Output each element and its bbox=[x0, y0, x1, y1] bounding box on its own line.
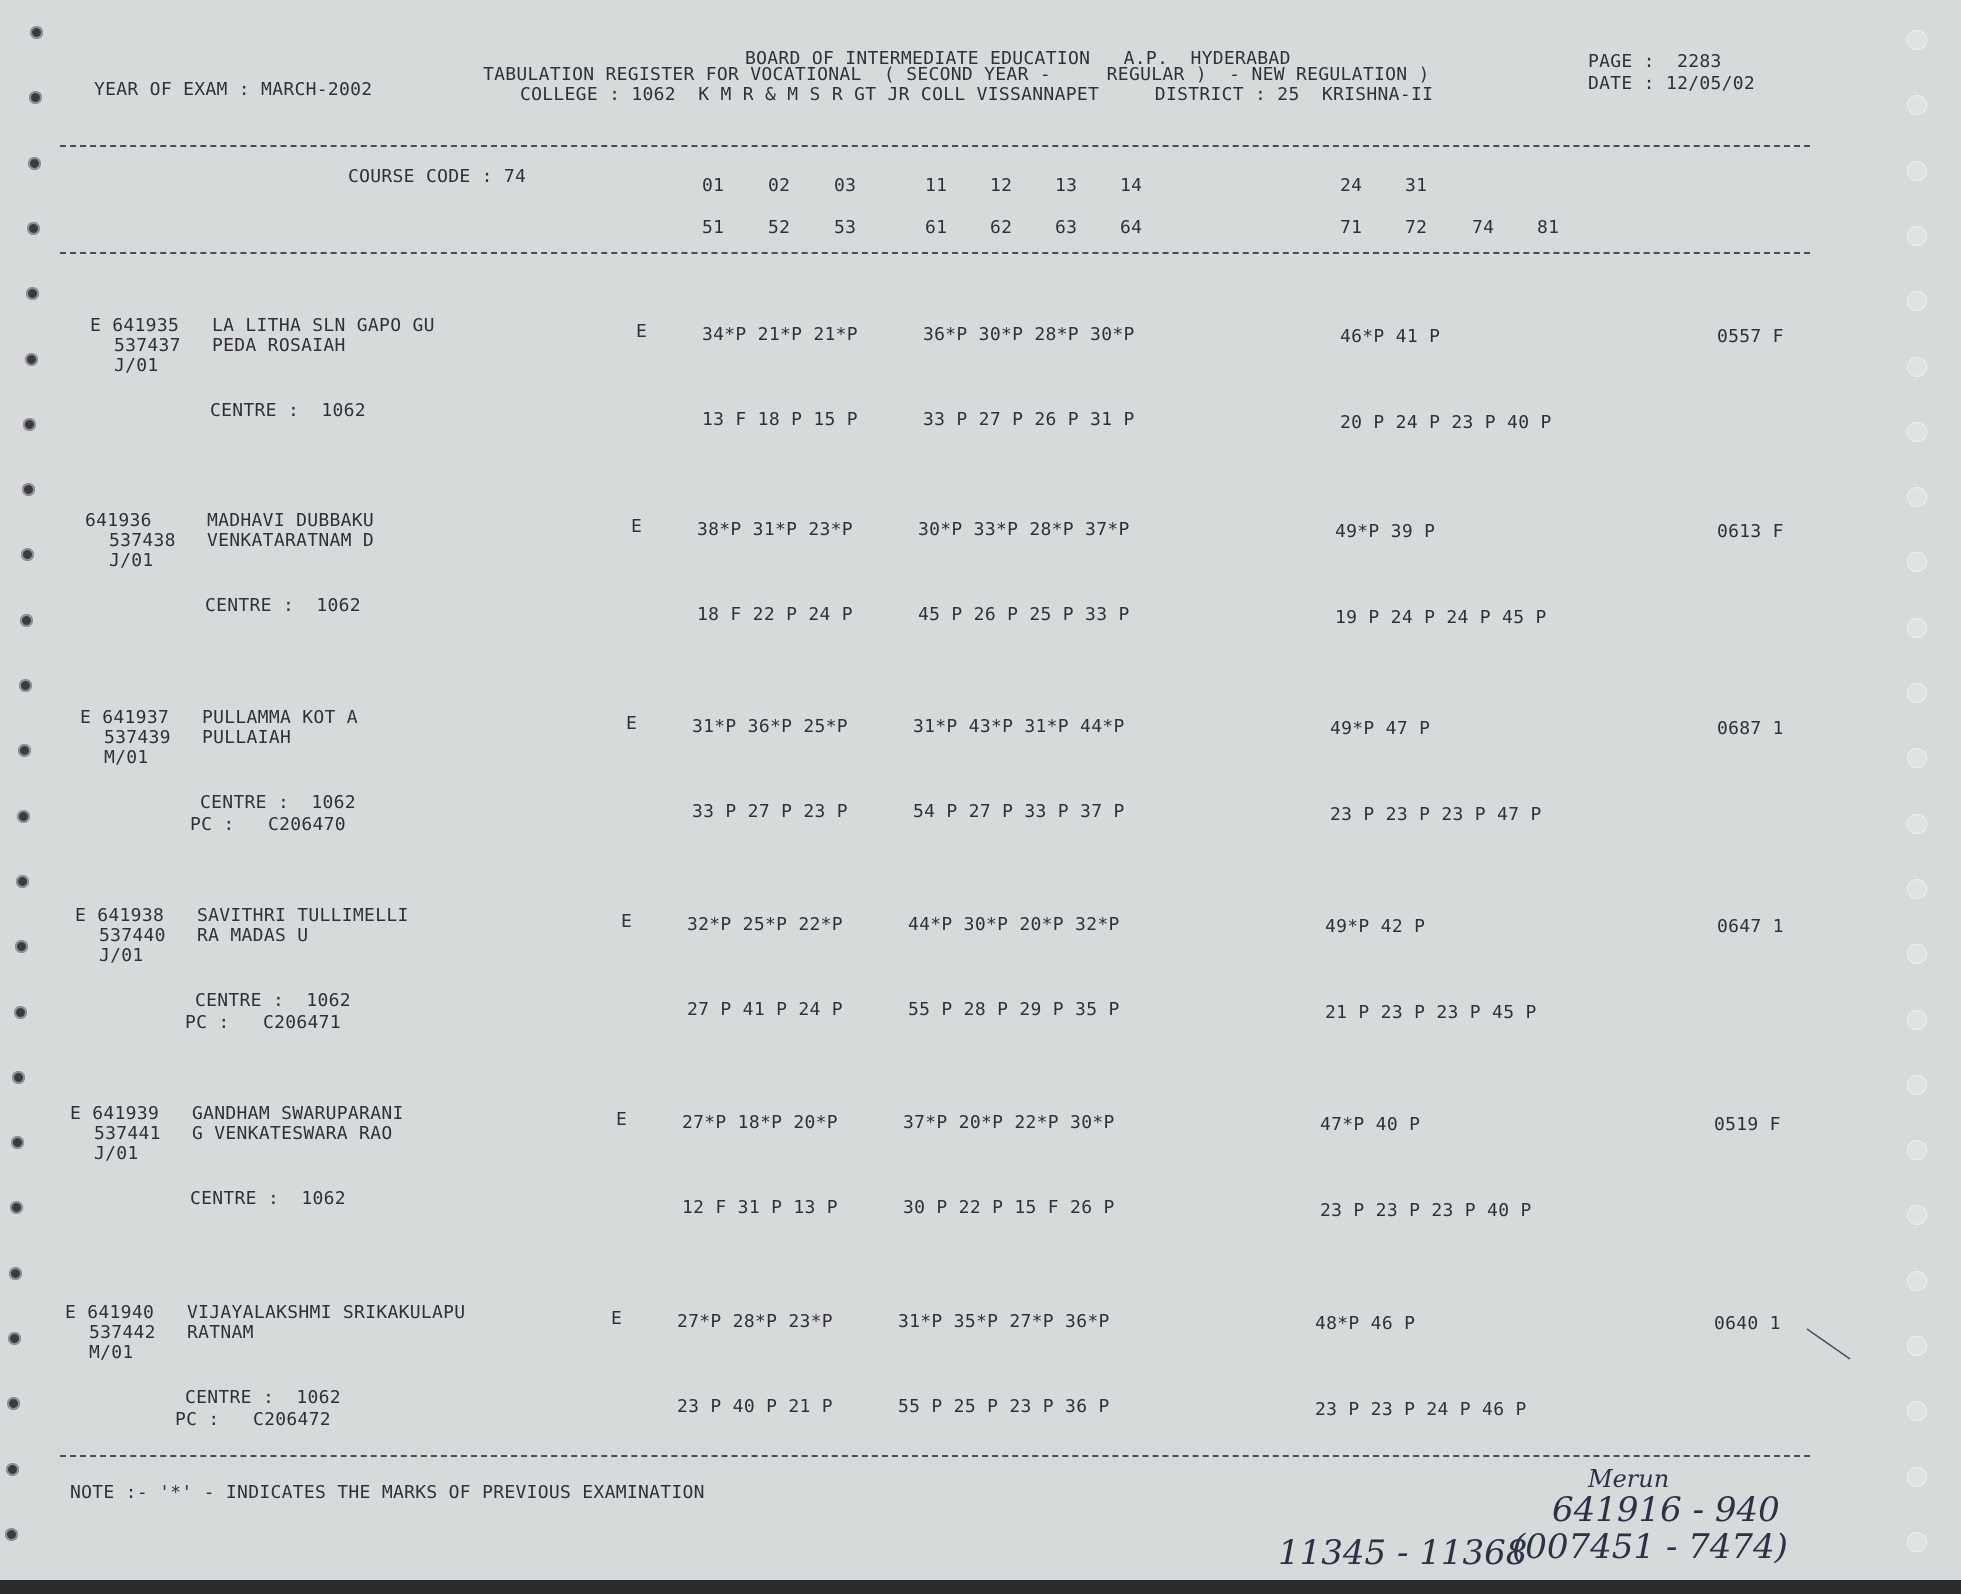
sprocket-hole bbox=[28, 157, 41, 170]
sprocket-hole bbox=[1907, 1140, 1927, 1160]
sprocket-hole bbox=[1907, 618, 1927, 638]
subject-code: 01 bbox=[702, 175, 725, 196]
handwritten-range-1: 641916 - 940 bbox=[1552, 1490, 1780, 1530]
marks-group-2: 36*P 30*P 28*P 30*P bbox=[923, 324, 1135, 345]
marks-group-1: 27*P 28*P 23*P bbox=[677, 1311, 833, 1332]
category-code: J/01 bbox=[109, 550, 154, 571]
marks-group-1: 27*P 18*P 20*P bbox=[682, 1112, 838, 1133]
category-code: M/01 bbox=[89, 1342, 134, 1363]
footer-divider bbox=[60, 1455, 1810, 1457]
parent-name: RATNAM bbox=[187, 1322, 254, 1343]
sprocket-hole bbox=[20, 614, 33, 627]
subject-code: 12 bbox=[990, 175, 1013, 196]
result-group-2: 45 P 26 P 25 P 33 P bbox=[918, 604, 1130, 625]
sprocket-hole bbox=[1907, 1075, 1927, 1095]
sprocket-hole bbox=[1907, 748, 1927, 768]
medium: E bbox=[611, 1308, 623, 1329]
sprocket-hole bbox=[1907, 944, 1927, 964]
marks-group-3: 49*P 47 P bbox=[1330, 718, 1431, 739]
sprocket-hole bbox=[1907, 1271, 1927, 1291]
sprocket-hole bbox=[17, 810, 30, 823]
marks-group-1: 32*P 25*P 22*P bbox=[687, 914, 843, 935]
centre-code: CENTRE : 1062 bbox=[210, 400, 366, 421]
codes-divider bbox=[60, 252, 1810, 254]
sprocket-hole bbox=[9, 1267, 22, 1280]
result-group-1: 18 F 22 P 24 P bbox=[697, 604, 853, 625]
result-group-1: 23 P 40 P 21 P bbox=[677, 1396, 833, 1417]
year-of-exam: YEAR OF EXAM : MARCH-2002 bbox=[94, 79, 373, 100]
marks-group-2: 44*P 30*P 20*P 32*P bbox=[908, 914, 1120, 935]
marks-group-2: 30*P 33*P 28*P 37*P bbox=[918, 519, 1130, 540]
centre-code: CENTRE : 1062 bbox=[185, 1387, 341, 1408]
total-result: 0557 F bbox=[1717, 326, 1784, 347]
pen-stroke bbox=[1805, 1325, 1855, 1365]
pc-code: PC : C206470 bbox=[190, 814, 346, 835]
marks-group-2: 31*P 43*P 31*P 44*P bbox=[913, 716, 1125, 737]
sprocket-hole bbox=[1907, 226, 1927, 246]
total-result: 0640 1 bbox=[1714, 1313, 1781, 1334]
sprocket-hole bbox=[23, 418, 36, 431]
marks-group-1: 34*P 21*P 21*P bbox=[702, 324, 858, 345]
sprocket-hole bbox=[1907, 1467, 1927, 1487]
medium: E bbox=[636, 321, 648, 342]
registration-number: 537438 bbox=[109, 530, 176, 551]
sprocket-hole bbox=[27, 222, 40, 235]
pc-code: PC : C206472 bbox=[175, 1409, 331, 1430]
result-group-2: 55 P 25 P 23 P 36 P bbox=[898, 1396, 1110, 1417]
result-group-3: 19 P 24 P 24 P 45 P bbox=[1335, 607, 1547, 628]
centre-code: CENTRE : 1062 bbox=[205, 595, 361, 616]
medium: E bbox=[621, 911, 633, 932]
sprocket-hole bbox=[19, 679, 32, 692]
subject-code: 51 bbox=[702, 217, 725, 238]
register-title: TABULATION REGISTER FOR VOCATIONAL ( SECOND YEAR - REGULAR ) - NEW REGULATION ) bbox=[483, 64, 1430, 85]
sprocket-hole bbox=[12, 1071, 25, 1084]
result-group-2: 33 P 27 P 26 P 31 P bbox=[923, 409, 1135, 430]
result-group-2: 55 P 28 P 29 P 35 P bbox=[908, 999, 1120, 1020]
sprocket-hole bbox=[21, 548, 34, 561]
medium: E bbox=[631, 516, 643, 537]
result-group-2: 54 P 27 P 33 P 37 P bbox=[913, 801, 1125, 822]
subject-code: 11 bbox=[925, 175, 948, 196]
footnote: NOTE :- '*' - INDICATES THE MARKS OF PREVIOUS EXAMINATION bbox=[70, 1482, 705, 1503]
parent-name: G VENKATESWARA RAO bbox=[192, 1123, 393, 1144]
sprocket-hole bbox=[1907, 552, 1927, 572]
header-divider bbox=[60, 145, 1810, 147]
print-date: DATE : 12/05/02 bbox=[1588, 73, 1756, 94]
subject-code: 81 bbox=[1537, 217, 1560, 238]
subject-code: 61 bbox=[925, 217, 948, 238]
parent-name: RA MADAS U bbox=[197, 925, 309, 946]
result-group-1: 13 F 18 P 15 P bbox=[702, 409, 858, 430]
course-code: COURSE CODE : 74 bbox=[348, 166, 527, 187]
subject-code: 74 bbox=[1472, 217, 1495, 238]
centre-code: CENTRE : 1062 bbox=[200, 792, 356, 813]
candidate-name: PULLAMMA KOT A bbox=[202, 707, 358, 728]
candidate-name: MADHAVI DUBBAKU bbox=[207, 510, 375, 531]
result-group-2: 30 P 22 P 15 F 26 P bbox=[903, 1197, 1115, 1218]
sprocket-hole bbox=[18, 744, 31, 757]
total-result: 0519 F bbox=[1714, 1114, 1781, 1135]
sprocket-hole bbox=[1907, 291, 1927, 311]
marks-group-3: 49*P 42 P bbox=[1325, 916, 1426, 937]
college-line: COLLEGE : 1062 K M R & M S R GT JR COLL VISSANNAPET DISTRICT : 25 KRISHNA-II bbox=[520, 84, 1434, 105]
marks-group-2: 31*P 35*P 27*P 36*P bbox=[898, 1311, 1110, 1332]
subject-code: 14 bbox=[1120, 175, 1143, 196]
registration-number: 537440 bbox=[99, 925, 166, 946]
sprocket-hole bbox=[15, 940, 28, 953]
result-group-3: 20 P 24 P 23 P 40 P bbox=[1340, 412, 1552, 433]
subject-code: 52 bbox=[768, 217, 791, 238]
registration-number: 537439 bbox=[104, 727, 171, 748]
subject-code: 62 bbox=[990, 217, 1013, 238]
total-result: 0687 1 bbox=[1717, 718, 1784, 739]
parent-name: PULLAIAH bbox=[202, 727, 292, 748]
pc-code: PC : C206471 bbox=[185, 1012, 341, 1033]
result-group-3: 23 P 23 P 23 P 40 P bbox=[1320, 1200, 1532, 1221]
sprocket-hole bbox=[1907, 30, 1927, 50]
sprocket-hole bbox=[5, 1528, 18, 1541]
sprocket-hole bbox=[30, 26, 43, 39]
board-title: BOARD OF INTERMEDIATE EDUCATION A.P. HYDERABAD bbox=[745, 48, 1291, 69]
desk-edge bbox=[0, 1580, 1961, 1594]
sprocket-hole bbox=[6, 1463, 19, 1476]
candidate-name: VIJAYALAKSHMI SRIKAKULAPU bbox=[187, 1302, 466, 1323]
marks-group-3: 49*P 39 P bbox=[1335, 521, 1436, 542]
roll-number: E 641939 bbox=[70, 1103, 160, 1124]
total-result: 0613 F bbox=[1717, 521, 1784, 542]
parent-name: VENKATARATNAM D bbox=[207, 530, 375, 551]
sprocket-hole bbox=[1907, 879, 1927, 899]
subject-code: 03 bbox=[834, 175, 857, 196]
sprocket-hole bbox=[7, 1397, 20, 1410]
marks-group-3: 46*P 41 P bbox=[1340, 326, 1441, 347]
subject-code: 31 bbox=[1405, 175, 1428, 196]
marks-group-2: 37*P 20*P 22*P 30*P bbox=[903, 1112, 1115, 1133]
category-code: J/01 bbox=[94, 1143, 139, 1164]
sprocket-hole bbox=[1907, 1205, 1927, 1225]
handwritten-range-3: (007451 - 7474) bbox=[1512, 1527, 1788, 1567]
subject-code: 64 bbox=[1120, 217, 1143, 238]
category-code: J/01 bbox=[114, 355, 159, 376]
sprocket-hole bbox=[8, 1332, 21, 1345]
sprocket-hole bbox=[29, 91, 42, 104]
marks-group-1: 38*P 31*P 23*P bbox=[697, 519, 853, 540]
result-group-1: 33 P 27 P 23 P bbox=[692, 801, 848, 822]
registration-number: 537441 bbox=[94, 1123, 161, 1144]
result-group-3: 21 P 23 P 23 P 45 P bbox=[1325, 1002, 1537, 1023]
sprocket-hole bbox=[1907, 1336, 1927, 1356]
subject-code: 53 bbox=[834, 217, 857, 238]
sprocket-hole bbox=[26, 287, 39, 300]
marks-group-1: 31*P 36*P 25*P bbox=[692, 716, 848, 737]
sprocket-hole bbox=[1907, 1532, 1927, 1552]
sprocket-hole bbox=[16, 875, 29, 888]
candidate-name: SAVITHRI TULLIMELLI bbox=[197, 905, 409, 926]
handwritten-range-2: 11345 - 11368 bbox=[1278, 1533, 1528, 1573]
category-code: M/01 bbox=[104, 747, 149, 768]
subject-code: 63 bbox=[1055, 217, 1078, 238]
marks-group-3: 48*P 46 P bbox=[1315, 1313, 1416, 1334]
subject-code: 71 bbox=[1340, 217, 1363, 238]
page-number: PAGE : 2283 bbox=[1588, 51, 1722, 72]
total-result: 0647 1 bbox=[1717, 916, 1784, 937]
roll-number: 641936 bbox=[85, 510, 152, 531]
medium: E bbox=[626, 713, 638, 734]
sprocket-hole bbox=[14, 1006, 27, 1019]
sprocket-hole bbox=[25, 353, 38, 366]
sprocket-hole bbox=[10, 1201, 23, 1214]
sprocket-hole bbox=[1907, 422, 1927, 442]
subject-code: 72 bbox=[1405, 217, 1428, 238]
result-group-1: 27 P 41 P 24 P bbox=[687, 999, 843, 1020]
parent-name: PEDA ROSAIAH bbox=[212, 335, 346, 356]
roll-number: E 641937 bbox=[80, 707, 170, 728]
roll-number: E 641940 bbox=[65, 1302, 155, 1323]
sprocket-hole bbox=[1907, 814, 1927, 834]
sprocket-hole bbox=[1907, 683, 1927, 703]
result-group-3: 23 P 23 P 24 P 46 P bbox=[1315, 1399, 1527, 1420]
result-group-3: 23 P 23 P 23 P 47 P bbox=[1330, 804, 1542, 825]
centre-code: CENTRE : 1062 bbox=[195, 990, 351, 1011]
result-group-1: 12 F 31 P 13 P bbox=[682, 1197, 838, 1218]
roll-number: E 641935 bbox=[90, 315, 180, 336]
subject-code: 02 bbox=[768, 175, 791, 196]
sprocket-hole bbox=[1907, 1010, 1927, 1030]
category-code: J/01 bbox=[99, 945, 144, 966]
roll-number: E 641938 bbox=[75, 905, 165, 926]
candidate-name: LA LITHA SLN GAPO GU bbox=[212, 315, 435, 336]
handwritten-word: Merun bbox=[1588, 1465, 1670, 1493]
centre-code: CENTRE : 1062 bbox=[190, 1188, 346, 1209]
sprocket-hole bbox=[1907, 1401, 1927, 1421]
sprocket-hole bbox=[11, 1136, 24, 1149]
sprocket-hole bbox=[1907, 357, 1927, 377]
candidate-name: GANDHAM SWARUPARANI bbox=[192, 1103, 404, 1124]
medium: E bbox=[616, 1109, 628, 1130]
marks-group-3: 47*P 40 P bbox=[1320, 1114, 1421, 1135]
sprocket-hole bbox=[22, 483, 35, 496]
sprocket-hole bbox=[1907, 487, 1927, 507]
subject-code: 24 bbox=[1340, 175, 1363, 196]
sprocket-hole bbox=[1907, 161, 1927, 181]
sprocket-hole bbox=[1907, 95, 1927, 115]
subject-code: 13 bbox=[1055, 175, 1078, 196]
registration-number: 537437 bbox=[114, 335, 181, 356]
registration-number: 537442 bbox=[89, 1322, 156, 1343]
